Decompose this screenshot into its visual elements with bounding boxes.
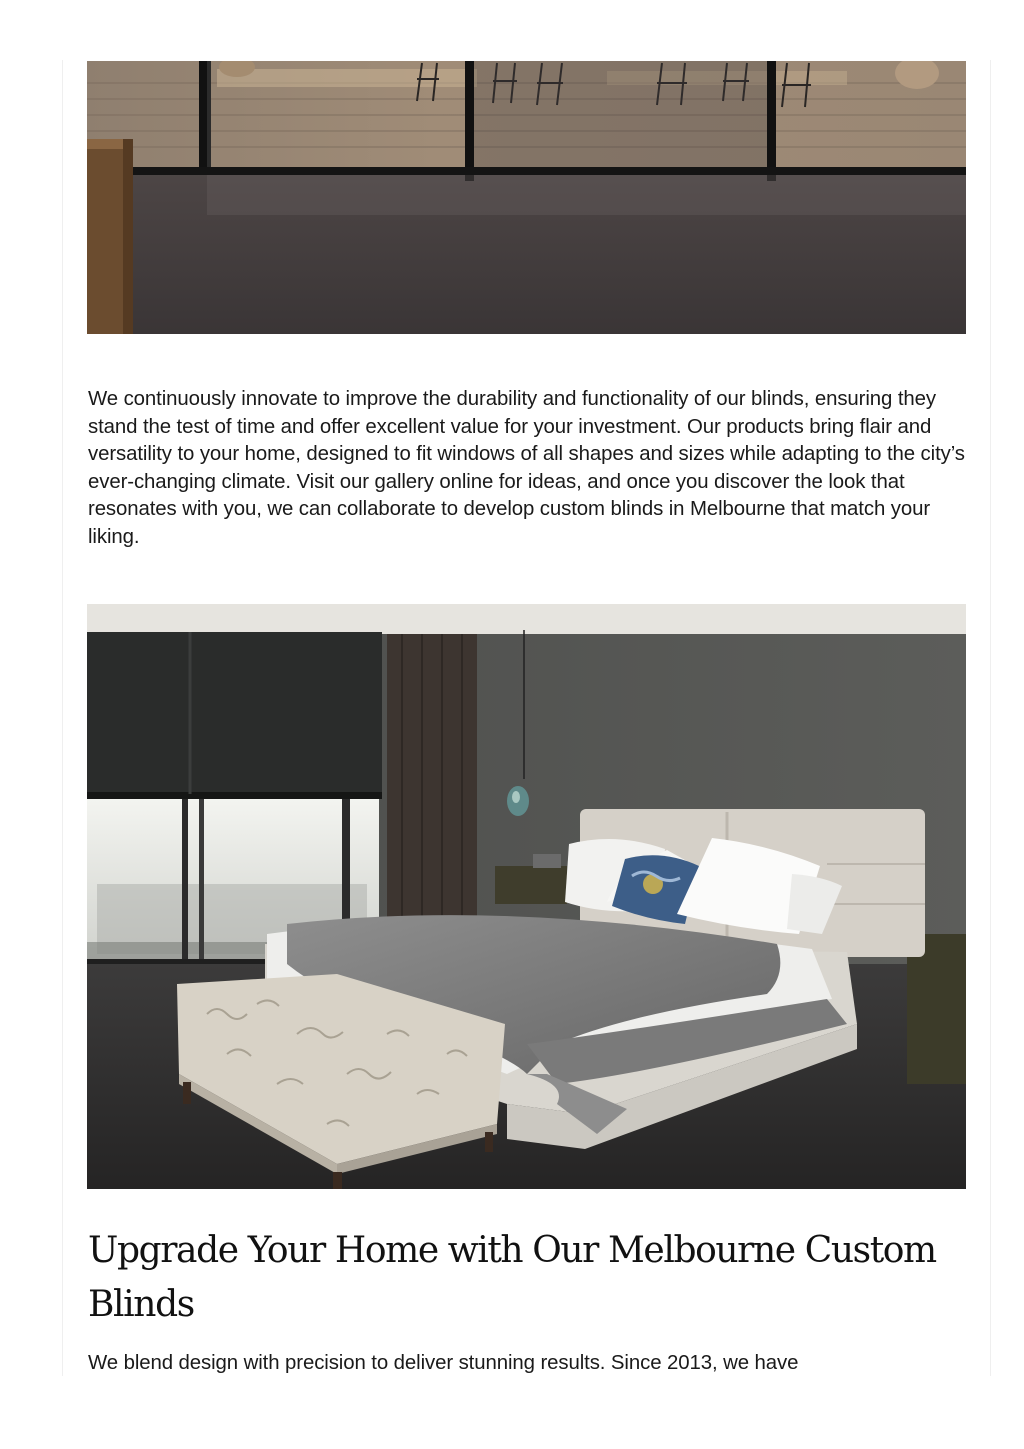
section-paragraph: We blend design with precision to deliver stunning results. Since 2013, we have xyxy=(88,1352,799,1374)
bedroom-blackout-blind-photo xyxy=(87,604,966,1189)
intro-paragraph: We continuously innovate to improve the durability and functionality of our blinds, ensuring they stand the test of time and offer excellent value for your investment. Our products bring flair and versatility to your home, designed to fit windows of all shapes and sizes while adapting to the city’s ever-changing climate. Visit our gallery online for ideas, and once you discover the look that resonates with you, we can collaborate to develop custom blinds in Melbourne that match your liking. xyxy=(88,388,965,548)
section-heading: Upgrade Your Home with Our Melbourne Custom Blinds xyxy=(88,1230,936,1325)
sliding-door-interior-photo xyxy=(87,61,966,334)
